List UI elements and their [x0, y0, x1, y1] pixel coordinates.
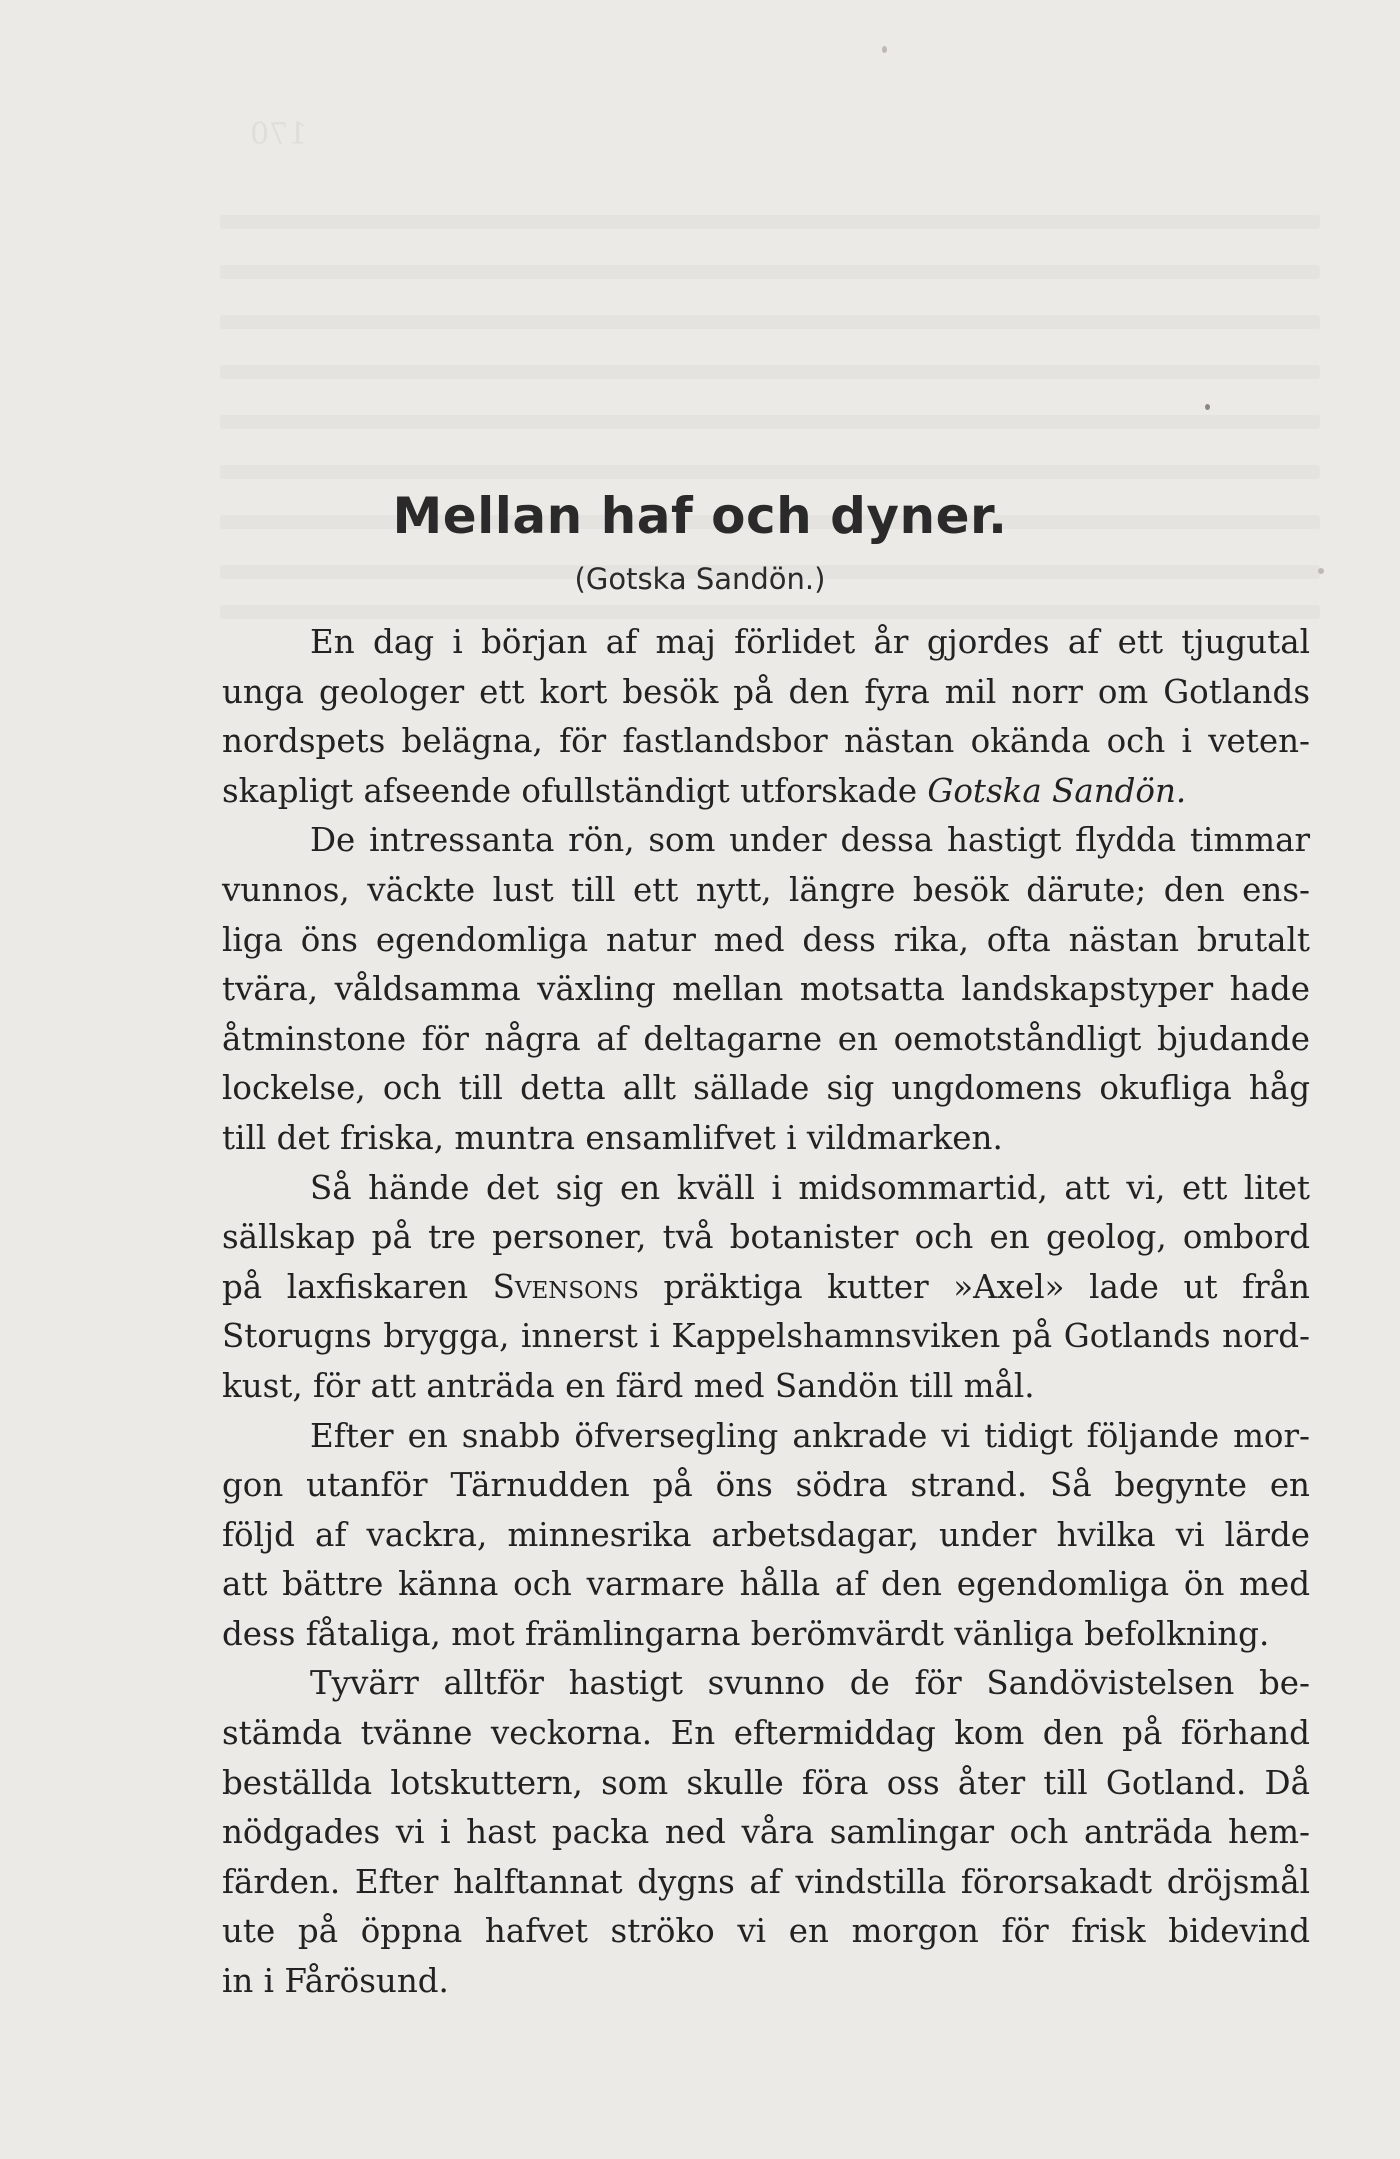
text-line: att bättre känna och varmare hålla af den egendomliga ön med: [222, 1565, 1310, 1604]
text-line: lockelse, och till detta allt sällade sig ungdomens okufliga håg: [222, 1069, 1310, 1108]
chapter-heading: Mellan haf och dyner.: [392, 487, 1008, 545]
person-name-smallcaps: Svensons: [492, 1267, 639, 1306]
text-line: [222, 1263, 1310, 1313]
text-line: nordspets belägna, för fastlandsbor nästan okända och i veten-: [222, 722, 1310, 761]
text-line: [222, 767, 1310, 817]
text-run: på laxfiskaren: [222, 1267, 493, 1306]
text-line: ute på öppna hafvet ströko vi en morgon för frisk bidevind: [222, 1912, 1310, 1951]
text-line: till det friska, muntra ensamlifvet i vildmarken.: [222, 1118, 1003, 1157]
text-line: De intressanta rön, som under dessa hastigt flydda timmar: [310, 821, 1310, 860]
show-through-page-number: 170: [250, 117, 308, 152]
text-line: Storugns brygga, innerst i Kappelshamnsviken på Gotlands nord-: [222, 1317, 1310, 1356]
text-line: En dag i början af maj förlidet år gjordes af ett tjugutal: [310, 623, 1310, 661]
text-line: gon utanför Tärnudden på öns södra strand. Så begynte en: [222, 1466, 1310, 1505]
text-line: tvära, våldsamma växling mellan motsatta landskapstyper hade: [222, 970, 1310, 1009]
place-name-italic: Gotska Sandön.: [927, 771, 1187, 810]
text-run: skapligt afseende ofullständigt utforskade: [222, 771, 928, 810]
text-line: dess fåtaliga, mot främlingarna berömvärdt vänliga befolkning.: [222, 1614, 1270, 1653]
text-run: präktiga kutter »Axel» lade ut från: [638, 1267, 1310, 1306]
text-line: stämda tvänne veckorna. En eftermiddag kom den på förhand: [222, 1714, 1310, 1753]
text-line: Efter en snabb öfversegling ankrade vi tidigt följande mor-: [310, 1416, 1310, 1455]
text-line: kust, för att anträda en färd med Sandön till mål.: [222, 1366, 1035, 1405]
text-line: sällskap på tre personer, två botanister och en geolog, ombord: [222, 1218, 1310, 1257]
text-line: åtminstone för några af deltagarne en oemotståndligt bjudande: [222, 1019, 1310, 1058]
body-text: [222, 618, 1310, 2007]
paper-speck: [1205, 404, 1210, 410]
text-line: nödgades vi i hast packa ned våra samlingar och anträda hem-: [222, 1813, 1310, 1852]
text-line: liga öns egendomliga natur med dess rika, ofta nästan brutalt: [222, 920, 1310, 959]
text-line: Så hände det sig en kväll i midsommartid, att vi, ett litet: [310, 1168, 1310, 1207]
text-line: beställda lotskuttern, som skulle föra oss åter till Gotland. Då: [222, 1763, 1310, 1802]
text-line: färden. Efter halftannat dygns af vindstilla förorsakadt dröjsmål: [222, 1862, 1310, 1901]
text-line: Tyvärr alltför hastigt svunno de för Sandövistelsen be-: [310, 1664, 1310, 1703]
chapter-subheading: (Gotska Sandön.): [574, 562, 826, 596]
text-line: in i Fårösund.: [222, 1962, 449, 2001]
text-line: unga geologer ett kort besök på den fyra mil norr om Gotlands: [222, 672, 1310, 711]
text-line: vunnos, väckte lust till ett nytt, längre besök därute; den ens-: [222, 870, 1310, 909]
text-line: följd af vackra, minnesrika arbetsdagar, under hvilka vi lärde: [222, 1515, 1310, 1554]
paper-speck: [882, 46, 887, 53]
